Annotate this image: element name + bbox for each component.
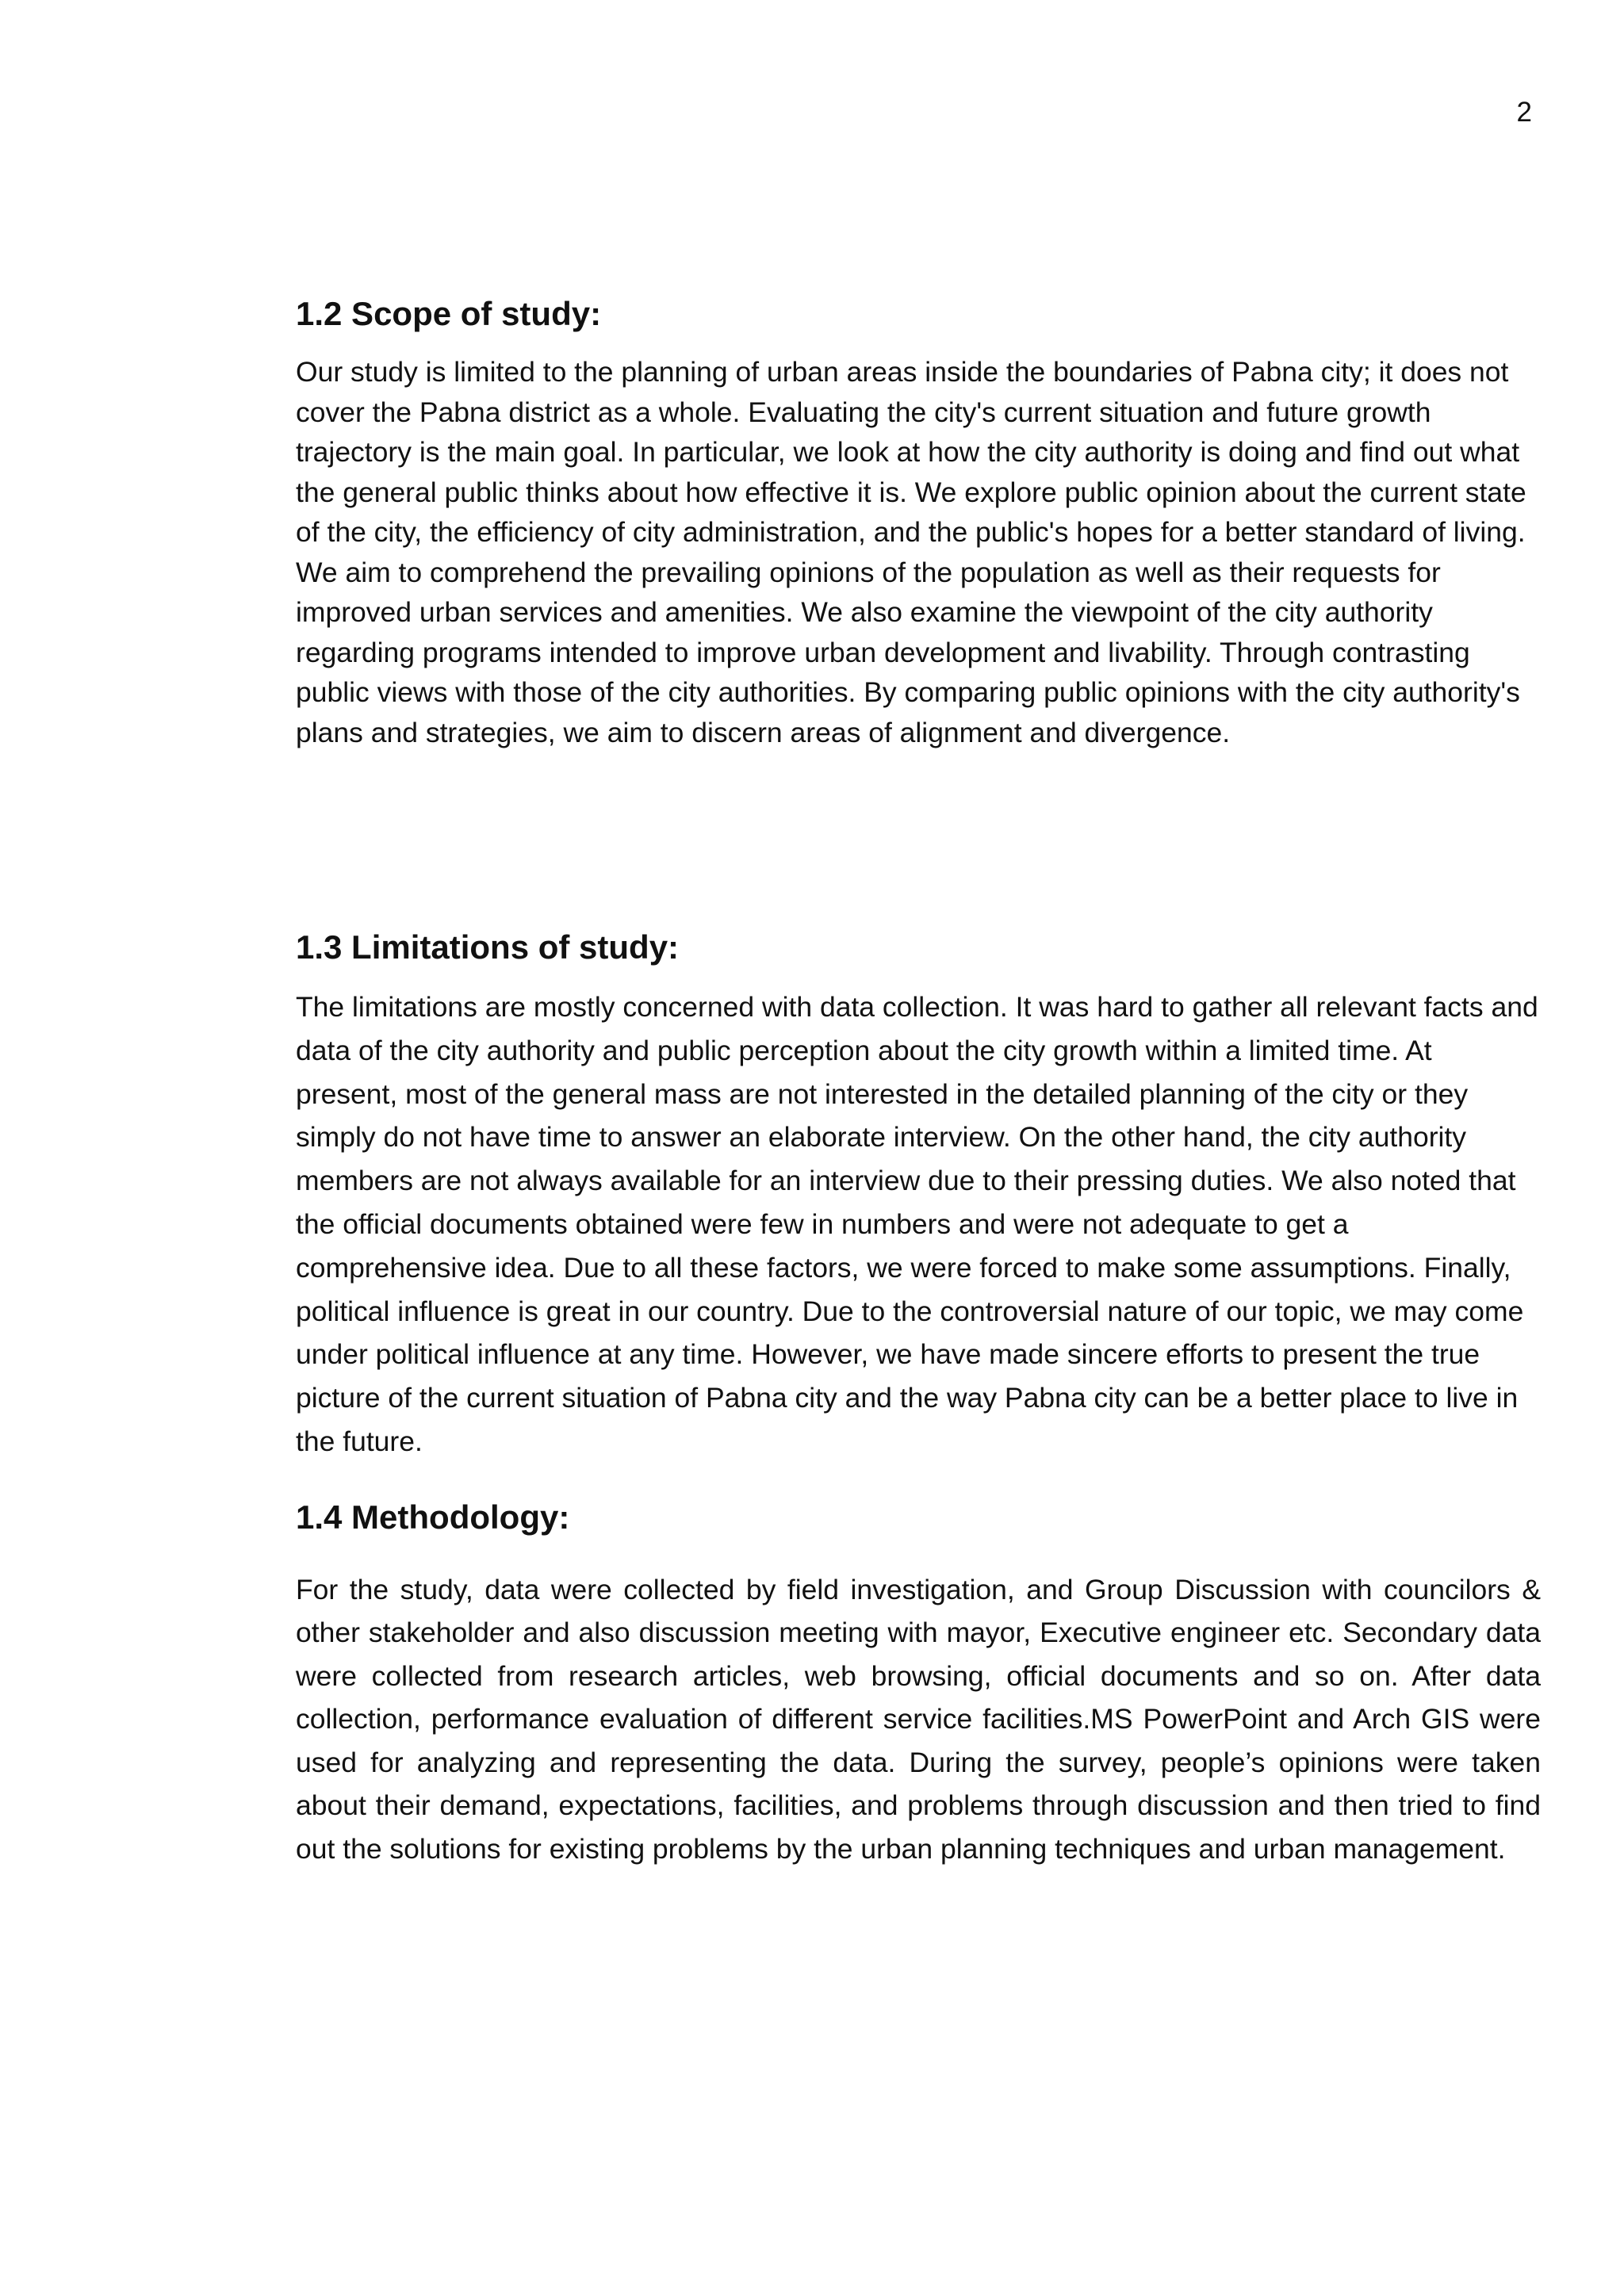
document-body	[296, 293, 1541, 1870]
section-body-limitations: The limitations are mostly concerned with data collection. It was hard to gather all relevant facts and data of the city authority and public perception about the city growth within a limited time. At present, most of the general mass are not interested in the detailed planning of the city or they simply do not have time to answer an elaborate interview. On the other hand, the city authority members are not always available for an interview due to their pressing duties. We also noted that the official documents obtained were few in numbers and were not adequate to get a comprehensive idea. Due to all these factors, we were forced to make some assumptions. Finally, political influence is great in our country. Due to the controversial nature of our topic, we may come under political influence at any time. However, we have made sincere efforts to present the true picture of the current situation of Pabna city and the way Pabna city can be a better place to live in the future.	[296, 991, 1538, 1457]
section-heading-scope: 1.2 Scope of study:	[296, 295, 602, 332]
section-body-methodology: For the study, data were collected by field investigation, and Group Discussion with councilors & other stakeholder and also discussion meeting with mayor, Executive engineer etc. Secondary data were collected from research articles, web browsing, official documents and so on. After data collection, performance evaluation of different service facilities.MS PowerPoint and Arch GIS were used for analyzing and representing the data. During the survey, people’s opinions were taken about their demand, expectations, facilities, and problems through discussion and then tried to find out the solutions for existing problems by the urban planning techniques and urban management.	[296, 1573, 1541, 1865]
section-body-scope: Our study is limited to the planning of urban areas inside the boundaries of Pabna city; it does not cover the Pabna district as a whole. Evaluating the city's current situation and future growth trajectory is the main goal. In particular, we look at how the city authority is doing and find out what the general public thinks about how effective it is. We explore public opinion about the current state of the city, the efficiency of city administration, and the public's hopes for a better standard of living. We aim to comprehend the prevailing opinions of the population as well as their requests for improved urban services and amenities. We also examine the viewpoint of the city authority regarding programs intended to improve urban development and livability. Through contrasting public views with those of the city authorities. By comparing public opinions with the city authority's plans and strategies, we aim to discern areas of alignment and divergence.	[296, 356, 1526, 748]
section-scope-of-study	[296, 293, 1541, 752]
section-heading-limitations: 1.3 Limitations of study:	[296, 928, 680, 966]
page-number: 2	[1516, 97, 1532, 128]
section-heading-methodology: 1.4 Methodology:	[296, 1498, 570, 1536]
section-limitations-of-study	[296, 927, 1541, 1464]
section-methodology	[296, 1497, 1541, 1871]
